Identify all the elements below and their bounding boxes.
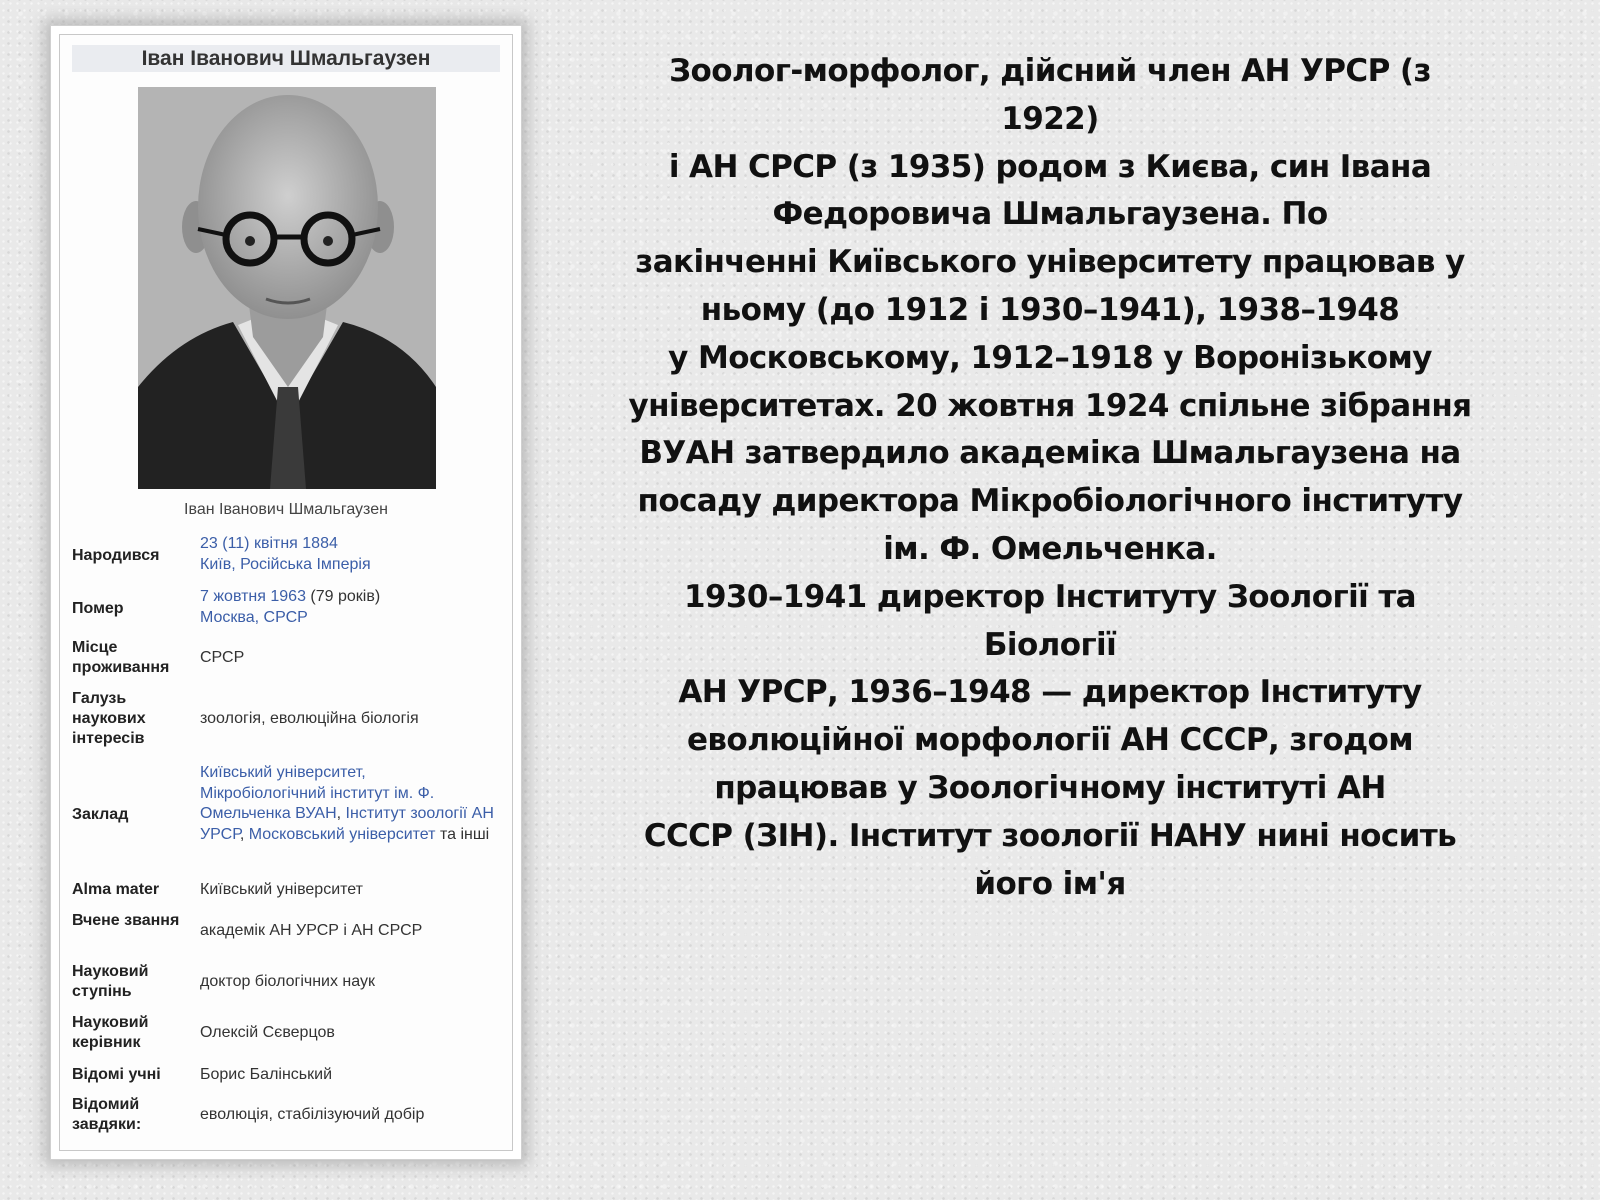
label-advisor: Науковий керівник [72, 1014, 149, 1051]
photo-caption: Іван Іванович Шмальгаузен [184, 501, 388, 518]
field-link[interactable]: зоологія, еволюційна біологія [200, 710, 419, 727]
bio-line: Федоровича Шмальгаузена. По [772, 196, 1328, 233]
row-degree [72, 962, 502, 1006]
row-academic-title [72, 911, 502, 955]
separator: , [336, 805, 346, 822]
alma-mater-link[interactable]: Київський університет [200, 881, 363, 898]
institution-link-kyiv-university[interactable]: Київський університет, [200, 764, 366, 781]
bio-line: ньому (до 1912 і 1930–1941), 1938–1948 [700, 291, 1400, 328]
label-residence: Місце проживання [72, 639, 170, 676]
label-degree: Науковий ступінь [72, 963, 149, 1000]
value-born [200, 534, 506, 575]
label-institution: Заклад [72, 806, 129, 823]
row-alma-mater [72, 880, 502, 906]
bio-line: і АН СРСР (з 1935) родом з Києва, син Івана [668, 148, 1432, 185]
bio-line: закінченні Київського університету працював у [635, 244, 1465, 281]
bio-line: університетах. 20 жовтня 1924 спільне зібрання [628, 387, 1472, 424]
label-field: Галузь наукових інтересів [72, 690, 146, 747]
bio-line: СССР (ЗІН). Інститут зоології НАНУ нині носить [643, 817, 1457, 854]
label-died: Помер [72, 600, 124, 617]
death-date-link[interactable]: 7 жовтня 1963 [200, 588, 306, 605]
bio-line: ВУАН затвердило академіка Шмальгаузена на [639, 435, 1461, 472]
institution-link-zoology[interactable]: Інститут зоології АН УРСР [200, 805, 494, 843]
institution-link-microbiology[interactable]: Мікробіологічний інститут ім. Ф. Омельченка ВУАН [200, 784, 435, 822]
value-died [200, 587, 506, 628]
death-place-link[interactable]: Москва, СРСР [200, 608, 308, 626]
infobox-title: Іван Іванович Шмальгаузен [72, 45, 500, 72]
bio-line: ім. Ф. Омельченка. [883, 530, 1217, 567]
row-died [72, 587, 502, 631]
label-academic-title: Вчене звання [72, 912, 180, 929]
bio-line: Зоолог-морфолог, дійсний член АН УРСР (з 1922) [669, 53, 1431, 137]
biography-text [620, 48, 1480, 908]
birth-place-link[interactable]: Київ, Російська Імперія [200, 555, 371, 573]
bio-line: посаду директора Мікробіологічного інституту [637, 483, 1463, 520]
bio-line: працював у Зоологічному інституті АН [714, 769, 1386, 806]
advisor-link[interactable]: Олексій Сєверцов [200, 1024, 335, 1041]
label-students: Відомі учні [72, 1066, 161, 1083]
row-field [72, 689, 502, 753]
death-age: (79 років) [305, 588, 381, 605]
residence-link[interactable]: СРСР [200, 649, 245, 666]
infobox-frame [59, 34, 513, 1151]
bio-line: 1930–1941 директор Інституту Зоології та Біології [683, 578, 1417, 663]
row-institution [72, 763, 502, 871]
separator: , [239, 825, 249, 843]
label-alma-mater: Alma mater [72, 881, 160, 898]
row-students [72, 1065, 502, 1091]
label-known-for: Відомий завдяки: [72, 1096, 142, 1133]
label-born: Народився [72, 547, 160, 564]
known-for-link[interactable]: еволюція, стабілізуючий добір [200, 1106, 425, 1123]
row-advisor [72, 1013, 502, 1057]
academic-title-value: академік АН УРСР і АН СРСР [200, 922, 423, 939]
bio-line: його ім'я [974, 865, 1126, 902]
degree-value: доктор біологічних наук [200, 973, 375, 990]
institution-tail: та інші [435, 825, 490, 843]
infobox [50, 25, 522, 1160]
bio-line: у Московському, 1912–1918 у Воронізькому [668, 339, 1432, 376]
value-institution [200, 763, 506, 845]
birth-date-link[interactable]: 23 (11) квітня 1884 [200, 535, 338, 552]
row-born [72, 534, 502, 578]
row-residence [72, 638, 502, 682]
students-link[interactable]: Борис Балінський [200, 1066, 333, 1083]
bio-line: АН УРСР, 1936–1948 — директор Інституту [678, 674, 1422, 711]
institution-link-moscow-university[interactable]: Московський університет [248, 825, 436, 843]
portrait-image [138, 87, 436, 489]
bio-line: еволюційної морфології АН СССР, згодом [686, 722, 1413, 759]
portrait-photo[interactable] [138, 87, 436, 489]
row-known-for [72, 1095, 502, 1139]
